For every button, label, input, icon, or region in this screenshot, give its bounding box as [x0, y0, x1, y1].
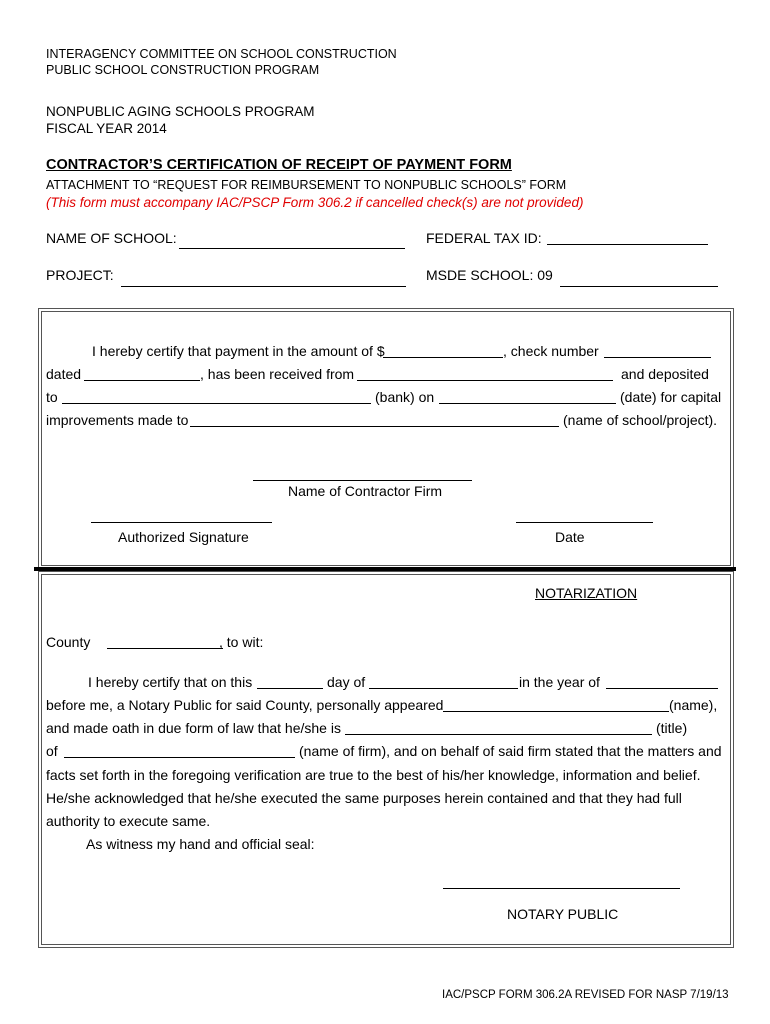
federal-tax-id-label: FEDERAL TAX ID:	[426, 230, 542, 246]
notary-text-firm: (name of firm), and on behalf of said firm stated that the matters and	[299, 743, 722, 759]
form-requirement-note: (This form must accompany IAC/PSCP Form 306.2 if cancelled check(s) are not provided)	[46, 195, 584, 210]
notary-day-field[interactable]	[257, 688, 323, 689]
notary-public-label: NOTARY PUBLIC	[507, 906, 619, 922]
check-number-field[interactable]	[604, 357, 711, 358]
notary-year-field[interactable]	[606, 688, 718, 689]
check-date-field[interactable]	[84, 380, 200, 381]
payment-amount-field[interactable]	[383, 357, 503, 358]
notary-month-field[interactable]	[369, 688, 518, 689]
bank-field[interactable]	[62, 403, 371, 404]
notary-text-oath: and made oath in due form of law that he/she is	[46, 720, 341, 736]
msde-school-field[interactable]	[560, 286, 718, 287]
notarization-heading: NOTARIZATION	[535, 585, 638, 601]
federal-tax-id-field[interactable]	[547, 244, 708, 245]
notary-text-facts: facts set forth in the foregoing verification are true to the best of his/her knowledge, information and belief.	[46, 767, 701, 783]
form-title: CONTRACTOR’S CERTIFICATION OF RECEIPT OF PAYMENT FORM	[46, 157, 512, 173]
signature-date-field[interactable]	[516, 522, 653, 523]
cert-text-check: , check number	[503, 343, 599, 359]
cert-text-improvements: improvements made to	[46, 412, 189, 428]
contractor-firm-field[interactable]	[253, 480, 472, 481]
to-wit-text: , to wit:	[219, 634, 264, 650]
authorized-signature-field[interactable]	[91, 522, 272, 523]
notary-text-name: (name),	[669, 697, 718, 713]
school-name-field[interactable]	[179, 248, 405, 249]
county-field[interactable]	[107, 648, 223, 649]
cert-text-dated: dated	[46, 366, 82, 382]
project-field[interactable]	[121, 286, 406, 287]
form-attachment-note: ATTACHMENT TO “REQUEST FOR REIMBURSEMENT TO NONPUBLIC SCHOOLS” FORM	[46, 178, 567, 192]
program-name: PUBLIC SCHOOL CONSTRUCTION PROGRAM	[46, 63, 320, 77]
cert-text-deposited: and deposited	[621, 366, 709, 382]
notary-text-year: in the year of	[519, 674, 600, 690]
notary-text-witness: As witness my hand and official seal:	[86, 836, 315, 852]
title-field[interactable]	[345, 734, 652, 735]
cert-text-to: to	[46, 389, 58, 405]
received-from-field[interactable]	[357, 380, 613, 381]
notary-text-acknowledged: He/she acknowledged that he/she executed the same purposes herein contained and that they had full	[46, 790, 682, 806]
notary-text-of: of	[46, 743, 58, 759]
notary-text-this: I hereby certify that on this	[88, 674, 253, 690]
fiscal-year: FISCAL YEAR 2014	[46, 121, 167, 136]
notarization-box	[38, 571, 734, 948]
notary-text-title: (title)	[656, 720, 688, 736]
cert-text-capital: (date) for capital	[620, 389, 722, 405]
agency-name: INTERAGENCY COMMITTEE ON SCHOOL CONSTRUCTION	[46, 47, 397, 61]
firm-name-field[interactable]	[64, 757, 295, 758]
cert-text-amount: I hereby certify that payment in the amount of $	[92, 343, 385, 359]
notary-text-day-of: day of	[327, 674, 366, 690]
notary-signature-field[interactable]	[443, 888, 680, 889]
authorized-signature-label: Authorized Signature	[118, 529, 249, 545]
county-label: County	[46, 634, 91, 650]
contractor-firm-label: Name of Contractor Firm	[288, 483, 443, 499]
notary-text-appeared: before me, a Notary Public for said County, personally appeared	[46, 697, 444, 713]
school-project-field[interactable]	[190, 426, 559, 427]
appeared-name-field[interactable]	[443, 711, 669, 712]
project-label: PROJECT:	[46, 267, 114, 283]
notary-text-authority: authority to execute same.	[46, 813, 211, 829]
cert-text-school-project: (name of school/project).	[563, 412, 718, 428]
msde-school-label: MSDE SCHOOL: 09	[426, 267, 553, 283]
deposit-date-field[interactable]	[439, 403, 616, 404]
school-name-label: NAME OF SCHOOL:	[46, 230, 177, 246]
sub-program-name: NONPUBLIC AGING SCHOOLS PROGRAM	[46, 104, 315, 119]
form-revision-id: IAC/PSCP FORM 306.2A REVISED FOR NASP 7/19/13	[442, 989, 729, 1001]
cert-text-received: , has been received from	[200, 366, 355, 382]
signature-date-label: Date	[555, 529, 585, 545]
cert-text-bank: (bank) on	[375, 389, 435, 405]
